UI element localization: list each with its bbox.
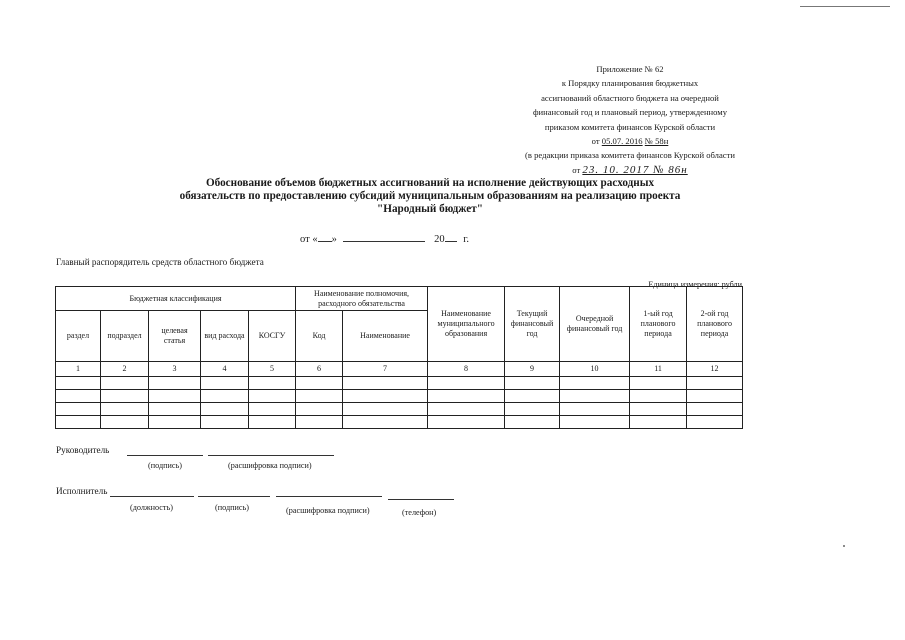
table-cell[interactable] — [296, 403, 343, 416]
column-number: 12 — [687, 362, 743, 377]
year-prefix: 20 — [434, 234, 445, 245]
table-cell[interactable] — [201, 416, 249, 429]
table-cell[interactable] — [56, 390, 101, 403]
table-cell[interactable] — [560, 390, 630, 403]
top-edge-mark — [800, 6, 890, 7]
col-kosgu: КОСГУ — [249, 311, 296, 362]
executor-label: Исполнитель — [56, 486, 108, 496]
group-budget-classification: Бюджетная классификация — [56, 287, 296, 311]
order-reference — [500, 134, 760, 148]
edition-reference — [500, 163, 760, 177]
table-cell[interactable] — [249, 377, 296, 390]
year-suffix: г. — [463, 234, 469, 245]
table-cell[interactable] — [296, 416, 343, 429]
column-number: 9 — [505, 362, 560, 377]
table-cell[interactable] — [296, 390, 343, 403]
table-cell[interactable] — [630, 390, 687, 403]
col-current-year: Текущий финансовый год — [505, 287, 560, 362]
table-cell[interactable] — [296, 377, 343, 390]
table-cell[interactable] — [101, 416, 149, 429]
table-cell[interactable] — [101, 377, 149, 390]
table-cell[interactable] — [560, 403, 630, 416]
col-next-year: Очередной финансовый год — [560, 287, 630, 362]
table-cell[interactable] — [249, 403, 296, 416]
col-municipality: Наименование муниципального образования — [428, 287, 505, 362]
table-row — [56, 416, 743, 429]
col-expense-type: вид расхода — [201, 311, 249, 362]
exec-decode-line[interactable] — [276, 496, 382, 497]
table-cell[interactable] — [505, 377, 560, 390]
exec-sign-line[interactable] — [198, 496, 270, 497]
table-cell[interactable] — [201, 390, 249, 403]
col-section: раздел — [56, 311, 101, 362]
edition-handwritten: 23. 10. 2017 № 86н — [582, 163, 688, 176]
column-number: 5 — [249, 362, 296, 377]
table-cell[interactable] — [343, 416, 428, 429]
table-cell[interactable] — [249, 390, 296, 403]
table-cell[interactable] — [201, 403, 249, 416]
table-cell[interactable] — [630, 416, 687, 429]
exec-caption-position: (должность) — [130, 503, 173, 512]
table-cell[interactable] — [428, 390, 505, 403]
head-label: Руководитель — [56, 445, 110, 455]
title-line: обязательств по предоставлению субсидий муниципальным образованиям на реализацию проекта — [179, 190, 681, 202]
table-cell[interactable] — [560, 377, 630, 390]
table-cell[interactable] — [630, 377, 687, 390]
exec-caption-phone: (телефон) — [402, 508, 437, 517]
table-cell[interactable] — [56, 377, 101, 390]
table-cell[interactable] — [428, 377, 505, 390]
date-line — [300, 232, 469, 245]
col-plan-year-2: 2-ой год планового периода — [687, 287, 743, 362]
head-decode-line[interactable] — [208, 455, 334, 456]
col-subsection: подраздел — [101, 311, 149, 362]
appendix-number: Приложение № 62 — [596, 64, 664, 74]
table-cell[interactable] — [687, 403, 743, 416]
column-number: 2 — [101, 362, 149, 377]
table-cell[interactable] — [149, 377, 201, 390]
table-cell[interactable] — [56, 403, 101, 416]
date-close-quote: » — [331, 234, 337, 245]
appendix-line: приказом комитета финансов Курской области — [544, 121, 716, 132]
exec-phone-line[interactable] — [388, 499, 454, 500]
title-line: "Народный бюджет" — [377, 203, 483, 215]
table-cell[interactable] — [630, 403, 687, 416]
head-caption-sign: (подпись) — [148, 461, 182, 470]
table-row — [56, 377, 743, 390]
unit-of-measure: Единица измерения: рубли — [648, 280, 742, 289]
col-code: Код — [296, 311, 343, 362]
table-cell[interactable] — [687, 416, 743, 429]
budget-table — [55, 286, 743, 429]
col-name: Наименование — [343, 311, 428, 362]
edition-note: (в редакции приказа комитета финансов Курской области — [525, 150, 735, 161]
table-cell[interactable] — [343, 390, 428, 403]
col-target-article: целевая статья — [149, 311, 201, 362]
column-number: 11 — [630, 362, 687, 377]
scan-speck — [843, 545, 845, 547]
appendix-line: ассигнований областного бюджета на очередной — [541, 92, 719, 103]
empty-rows — [56, 377, 743, 429]
document-title — [120, 177, 740, 216]
exec-caption-decode: (расшифровка подписи) — [286, 506, 370, 515]
table-cell[interactable] — [343, 377, 428, 390]
table-cell[interactable] — [428, 416, 505, 429]
head-sign-line[interactable] — [127, 455, 203, 456]
table-cell[interactable] — [101, 390, 149, 403]
exec-caption-sign: (подпись) — [215, 503, 249, 512]
column-number-row — [56, 362, 743, 377]
table-cell[interactable] — [343, 403, 428, 416]
table-cell[interactable] — [249, 416, 296, 429]
column-number: 4 — [201, 362, 249, 377]
col-plan-year-1: 1-ый год планового периода — [630, 287, 687, 362]
column-number: 3 — [149, 362, 201, 377]
column-number: 7 — [343, 362, 428, 377]
table-cell[interactable] — [560, 416, 630, 429]
chief-administrator-label: Главный распорядитель средств областного бюджета — [56, 257, 264, 267]
appendix-block — [500, 62, 760, 177]
date-open-quote: « — [312, 234, 318, 245]
column-number: 6 — [296, 362, 343, 377]
table-cell[interactable] — [149, 403, 201, 416]
table-cell[interactable] — [149, 390, 201, 403]
table-cell[interactable] — [149, 416, 201, 429]
table-cell[interactable] — [56, 416, 101, 429]
appendix-line: к Порядку планирования бюджетных — [561, 78, 699, 89]
table-cell[interactable] — [505, 390, 560, 403]
table-cell[interactable] — [201, 377, 249, 390]
appendix-line: финансовый год и плановый период, утвержденному — [532, 107, 728, 118]
order-prefix: от — [591, 136, 600, 147]
year-field[interactable] — [445, 232, 457, 242]
head-caption-decode: (расшифровка подписи) — [228, 461, 312, 470]
order-date: 05.07. 2016 — [601, 136, 643, 147]
order-number: № 58н — [644, 136, 669, 147]
table-row — [56, 390, 743, 403]
day-field[interactable] — [318, 232, 332, 242]
table-cell[interactable] — [687, 377, 743, 390]
title-line: Обоснование объемов бюджетных ассигнований на исполнение действующих расходных — [205, 177, 655, 189]
table-header-row — [56, 287, 743, 311]
date-from: от — [300, 234, 310, 245]
group-authority: Наименование полномочия, расходного обязательства — [296, 287, 428, 311]
column-number: 10 — [560, 362, 630, 377]
table-row — [56, 403, 743, 416]
column-number: 8 — [428, 362, 505, 377]
month-field[interactable] — [343, 232, 425, 242]
table-cell[interactable] — [101, 403, 149, 416]
table-cell[interactable] — [428, 403, 505, 416]
table-cell[interactable] — [505, 416, 560, 429]
column-number: 1 — [56, 362, 101, 377]
table-cell[interactable] — [505, 403, 560, 416]
table-cell[interactable] — [687, 390, 743, 403]
edition-prefix: от — [572, 164, 581, 175]
exec-position-line[interactable] — [110, 496, 194, 497]
